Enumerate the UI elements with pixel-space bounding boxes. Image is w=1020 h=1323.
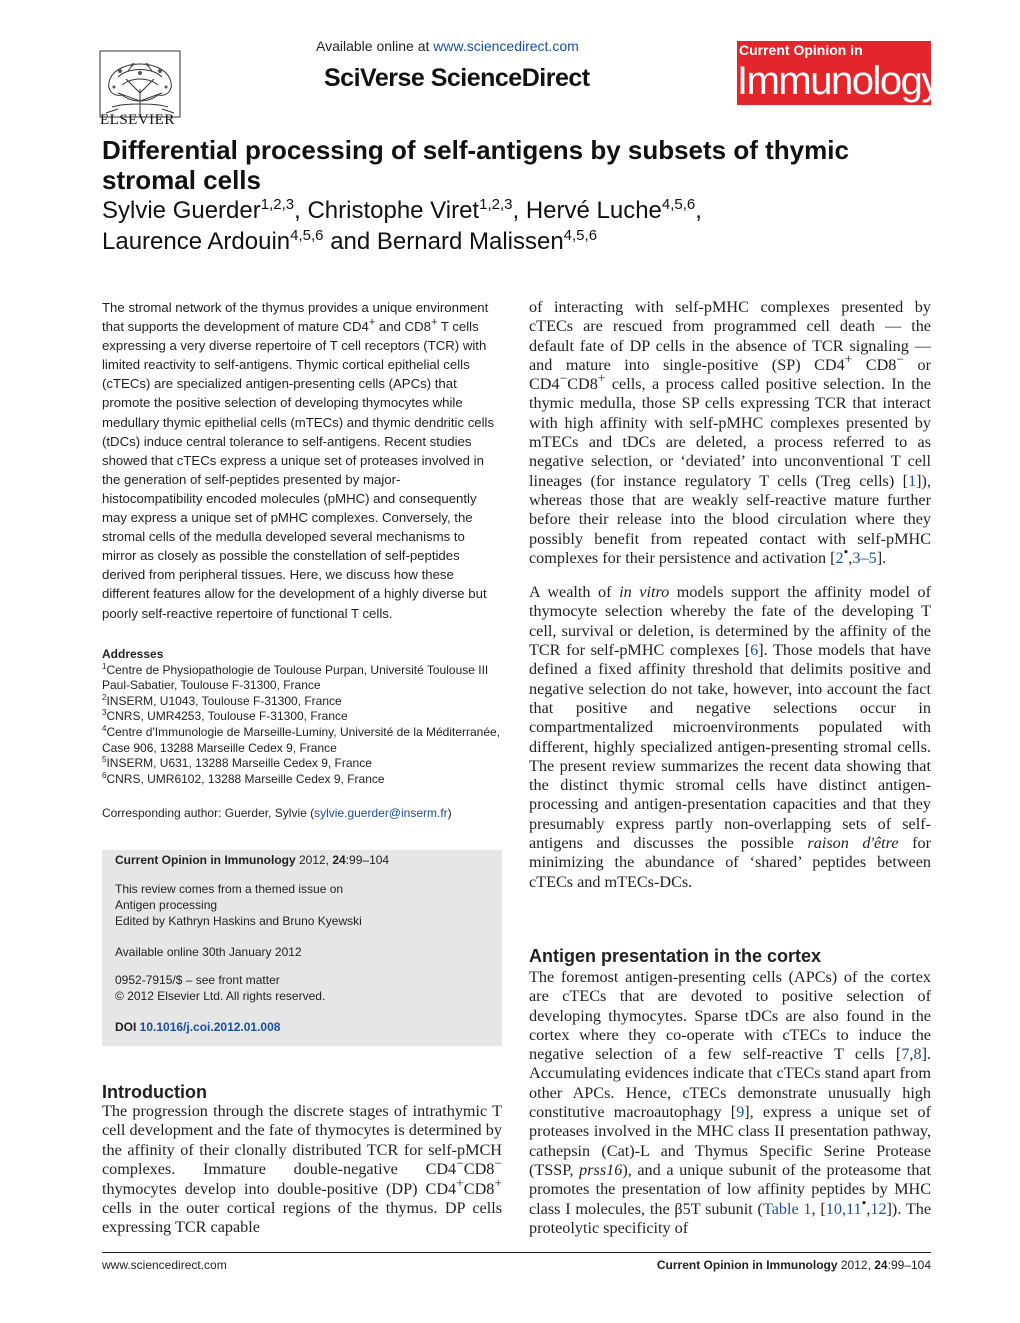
corresponding-suffix: ) xyxy=(447,806,452,820)
address-text: CNRS, UMR6102, 13288 Marseille Cedex 9, France xyxy=(106,771,385,786)
editors-line: Edited by Kathryn Haskins and Bruno Kyewski xyxy=(115,914,362,928)
citation-link[interactable]: 6 xyxy=(750,641,759,660)
author-name: Bernard Malissen xyxy=(376,228,564,255)
address-item xyxy=(102,694,502,710)
address-text: Centre de Physiopathologie de Toulouse Purpan, Université Toulouse III Paul-Sabatier, Toulouse F-31300, France xyxy=(102,662,489,693)
address-item xyxy=(102,725,502,756)
citation-link[interactable]: 2 xyxy=(835,548,844,567)
superscript: − xyxy=(494,1155,502,1171)
body-text: or CD4 xyxy=(529,355,931,394)
table-link[interactable]: Table 1 xyxy=(762,1199,812,1218)
superscript: − xyxy=(456,1155,464,1171)
citation-mark: • xyxy=(843,544,849,560)
superscript: + xyxy=(494,1175,502,1191)
author-separator: and xyxy=(323,228,377,255)
author-separator: , xyxy=(695,197,702,224)
body-text: cells, a process called positive selection. In the thymic medulla, those SP cells expressing TCR that interact with high affinity with self-pMHC complexes presented by mTECs and tDCs are deleted, a process referred to as negative selection, or ‘deviated’ into unconventional T cell lineages (for instance regulatory T cells (Treg cells) [ xyxy=(529,375,931,490)
author-separator: , xyxy=(512,197,526,224)
journal-badge-main: Immunology xyxy=(737,59,940,103)
paragraph xyxy=(529,298,931,568)
addresses xyxy=(102,647,502,787)
section-text xyxy=(529,968,931,1238)
doi-link[interactable]: 10.1016/j.coi.2012.01.008 xyxy=(139,1020,281,1034)
body-text: CD8 xyxy=(852,355,897,374)
address-item xyxy=(102,663,502,694)
doi-label: DOI xyxy=(115,1020,140,1034)
author-affiliation: 1,2,3 xyxy=(479,196,513,213)
body-text: The foremost antigen-presenting cells (APCs) of the cortex are cTECs that are devoted to positive selection of developing thymocytes. Sparse tDCs are also found in the cortex where they co-operate with cTECs to induce the negative selection of a few self-reactive T cells [ xyxy=(529,968,931,1064)
address-number: 2 xyxy=(102,692,107,702)
citation-pages: :99–104 xyxy=(345,853,390,867)
body-text: ]. Those models that have defined a fixed affinity threshold that delimits positive and negative selection do not take, however, into account the fact that positive and negative selections occur in compartmentalized microenvironments populated with different, highly specialized antigen-presenting stromal cells. The present review summarizes the recent data showing that the distinct thymic stromal cells have distinct antigen-processing and antigen-presentation capacities and that they presumably express partly non-overlapping sets of self-antigens and discusses the possible xyxy=(529,641,931,853)
right-column-text xyxy=(529,298,931,892)
superscript: + xyxy=(844,351,853,367)
italic-text: prss16 xyxy=(579,1160,623,1179)
address-item xyxy=(102,756,502,772)
corresponding-prefix: Corresponding author: Guerder, Sylvie ( xyxy=(102,806,315,820)
body-text: ]. xyxy=(876,548,887,567)
abstract xyxy=(102,298,500,623)
author-separator: , xyxy=(294,197,308,224)
corresponding-author xyxy=(102,806,502,820)
platform-name: SciVerse ScienceDirect xyxy=(324,64,590,92)
address-number: 4 xyxy=(102,723,107,733)
body-text: A wealth of xyxy=(529,583,620,602)
citation-volume: 24 xyxy=(332,853,346,867)
footer-journal: Current Opinion in Immunology xyxy=(656,1258,838,1272)
address-number: 6 xyxy=(102,770,107,780)
introduction-heading: Introduction xyxy=(102,1082,207,1102)
themed-issue-line: This review comes from a themed issue on xyxy=(115,882,344,896)
paragraph xyxy=(529,583,931,892)
article-info-box xyxy=(102,850,502,1046)
available-online-date: Available online 30th January 2012 xyxy=(115,945,302,959)
address-text: CNRS, UMR4253, Toulouse F-31300, France xyxy=(106,709,348,724)
superscript: + xyxy=(368,316,376,329)
footer-pages: :99–104 xyxy=(887,1258,931,1272)
body-text: CD8 xyxy=(463,1160,495,1179)
abstract-text: and CD8 xyxy=(375,319,431,335)
body-text: , xyxy=(909,1045,914,1064)
address-number: 1 xyxy=(102,661,107,671)
journal-badge xyxy=(737,41,940,105)
italic-text: raison d'être xyxy=(807,834,899,853)
footer-url[interactable]: www.sciencedirect.com xyxy=(102,1258,227,1272)
citation-link[interactable]: 7 xyxy=(901,1045,910,1064)
available-online-prefix: Available online at xyxy=(316,38,434,54)
corresponding-email-link[interactable]: sylvie.guerder@inserm.fr xyxy=(314,806,448,820)
citation-link[interactable]: 9 xyxy=(736,1103,745,1122)
article-title: Differential processing of self-antigens by subsets of thymic stromal cells xyxy=(102,135,849,195)
body-text: thymocytes develop into double-positive (DP) CD4 xyxy=(102,1179,457,1198)
footer-citation xyxy=(560,1258,931,1272)
journal-badge-top: Current Opinion in xyxy=(739,42,863,58)
doi-line xyxy=(115,1020,280,1034)
body-text: ]). The proteolytic specificity of xyxy=(529,1199,932,1237)
citation-mark: • xyxy=(861,1195,867,1211)
citation-link[interactable]: 3–5 xyxy=(852,548,877,567)
italic-text: in vitro xyxy=(619,583,670,602)
body-text: ), and a unique subunit of the proteasome that promotes the presentation of low affinity peptides by MHC class I molecules, the β5T subunit ( xyxy=(529,1160,931,1218)
footer-year: 2012, xyxy=(837,1258,875,1272)
body-text: CD8 xyxy=(567,375,598,394)
themed-issue-topic: Antigen processing xyxy=(115,898,218,912)
citation-link[interactable]: 8 xyxy=(913,1045,922,1064)
copyright-line: © 2012 Elsevier Ltd. All rights reserved. xyxy=(115,989,326,1003)
addresses-heading: Addresses xyxy=(102,647,164,661)
author-name: Hervé Luche xyxy=(525,197,662,224)
address-text: INSERM, U631, 13288 Marseille Cedex 9, France xyxy=(106,756,372,771)
body-text: CD8 xyxy=(463,1179,495,1198)
author-affiliation: 4,5,6 xyxy=(290,227,324,244)
author-affiliation: 4,5,6 xyxy=(563,227,598,244)
body-text: , [ xyxy=(811,1199,826,1218)
section-heading: Antigen presentation in the cortex xyxy=(529,946,822,966)
author-name: Christophe Viret xyxy=(307,197,480,224)
superscript: + xyxy=(456,1175,464,1191)
citation-line xyxy=(115,853,389,867)
address-number: 3 xyxy=(102,708,107,718)
citation-link[interactable]: 10,11 xyxy=(825,1199,862,1218)
address-item xyxy=(102,772,502,788)
superscript: − xyxy=(559,370,568,386)
author-affiliation: 1,2,3 xyxy=(260,196,295,213)
body-text: The progression through the discrete stages of intrathymic T cell development and the fate of thymocytes is determined by the affinity of their clonally distributed TCR for self-pMCH complexes. Immature double-negative CD4 xyxy=(102,1102,502,1179)
citation-link[interactable]: 1 xyxy=(908,471,917,490)
abstract-text: The stromal network of the thymus provides a unique environment that supports the development of mature CD4 xyxy=(102,300,489,335)
address-item xyxy=(102,709,502,725)
footer-divider xyxy=(102,1252,931,1253)
body-text: ]. Accumulating evidences indicate that cTECs stand apart from other APCs. Hence, cTECs demonstrate unusually high constitutive macroautophagy [ xyxy=(529,1045,931,1122)
body-text: , xyxy=(848,548,853,567)
superscript: + xyxy=(597,370,606,386)
available-online-line xyxy=(316,38,579,54)
publisher-name: ELSEVIER xyxy=(100,112,175,128)
body-text: , xyxy=(866,1199,871,1218)
author-name: Sylvie Guerder xyxy=(102,197,261,224)
abstract-text: T cells expressing a very diverse repertoire of T cell receptors (TCR) with limited reactivity to self-antigens. Thymic cortical epithelial cells (cTECs) are specialized antigen-presenting cells (APCs) that promote the positive selection of developing thymocytes while medullary thymic epithelial cells (mTECs) and thymic dendritic cells (tDCs) induce central tolerance to self-antigens. Recent studies showed that cTECs express a unique set of proteases involved in the generation of self-peptides presented by major-histocompatibility encoded molecules (pMHC) and consequently may express a unique set of pMHC complexes. Conversely, the stromal cells of the medulla developed several mechanisms to mirror as closely as possible the constellation of self-peptides derived from peripheral tissues. Here, we discuss how these different features allow for the development of a highly diverse but poorly self-reactive repertoire of functional T cells. xyxy=(102,319,495,621)
body-text: cells in the outer cortical regions of the thymus. DP cells expressing TCR capable xyxy=(102,1199,502,1237)
footer-volume: 24 xyxy=(874,1258,888,1272)
sciencedirect-link[interactable]: www.sciencedirect.com xyxy=(433,38,579,54)
citation-year: 2012, xyxy=(295,853,333,867)
address-text: INSERM, U1043, Toulouse F-31300, France xyxy=(106,693,342,708)
superscript: + xyxy=(430,316,438,329)
address-text: Centre d'Immunologie de Marseille-Luminy, Université de la Méditerranée, Case 906, 13288 Marseille Cedex 9, France xyxy=(102,724,501,755)
journal-name: Current Opinion in Immunology xyxy=(115,853,296,867)
body-text: ], express a unique set of proteases involved in the MHC class II presentation pathway, cathepsin (Cat)-L and Thymus Specific Serine Protease (TSSP, xyxy=(529,1103,931,1179)
author-list xyxy=(102,195,932,257)
body-text: ]), whereas those that are weakly self-reactive mature further before their release into the blood circulation where they possibly benefit from repeated contact with self-pMHC complexes for their persistence and activation [ xyxy=(529,471,931,567)
issn-line: 0952-7915/$ – see front matter xyxy=(115,973,280,987)
body-text: of interacting with self-pMHC complexes presented by cTECs are rescued from programmed cell death — the default fate of DP cells in the absence of TCR signaling — and mature into single-positive (SP) CD4 xyxy=(529,298,931,374)
author-name: Laurence Ardouin xyxy=(102,228,291,255)
introduction-text xyxy=(102,1102,502,1238)
body-text: for minimizing the abundance of ‘shared’ peptides between cTECs and mTECs-DCs. xyxy=(529,834,932,891)
author-affiliation: 4,5,6 xyxy=(661,196,696,213)
body-text: models support the affinity model of thymocyte selection whereby the fate of the developing T cell, survival or deletion, is determined by the affinity of the TCR for self-pMHC complexes [ xyxy=(529,583,931,660)
superscript: − xyxy=(896,351,905,367)
citation-link[interactable]: 12 xyxy=(870,1199,887,1218)
address-number: 5 xyxy=(102,755,107,765)
